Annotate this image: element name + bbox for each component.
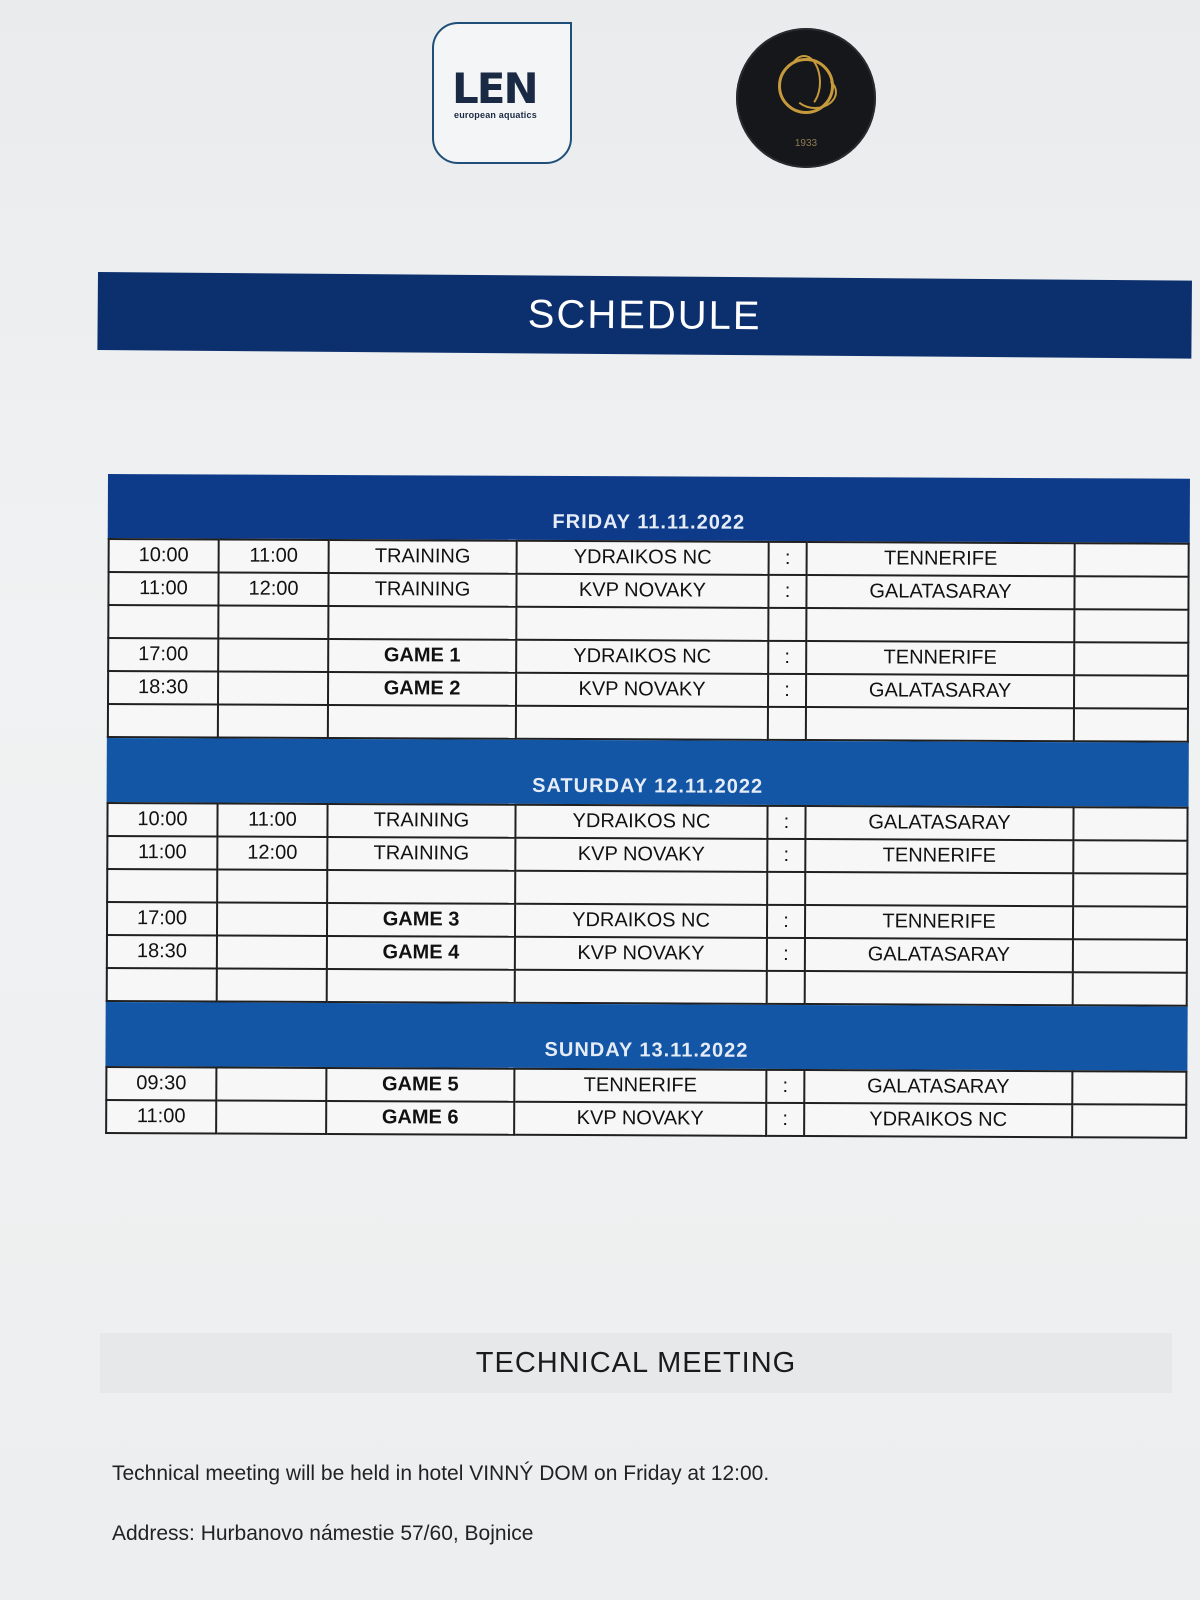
score-separator-cell: : xyxy=(768,641,806,674)
day-header-sunday: SUNDAY 13.11.2022 xyxy=(105,1002,1187,1071)
away-team-cell: GALATASARAY xyxy=(806,674,1074,708)
session-type-cell: GAME 6 xyxy=(326,1101,514,1135)
score-separator-cell: : xyxy=(767,806,805,839)
end-time-cell xyxy=(216,1067,326,1100)
result-cell xyxy=(1073,840,1187,873)
home-team-cell xyxy=(515,871,767,905)
away-team-cell: TENNERIFE xyxy=(806,641,1074,675)
start-time-cell: 11:00 xyxy=(107,836,217,869)
result-cell xyxy=(1074,576,1188,609)
session-type-cell: GAME 1 xyxy=(328,639,516,673)
schedule-row xyxy=(107,935,1187,973)
home-team-cell: KVP NOVAKY xyxy=(514,1102,766,1136)
start-time-cell: 18:30 xyxy=(107,935,217,968)
schedule-row xyxy=(109,539,1189,577)
session-type-cell: TRAINING xyxy=(327,804,515,838)
schedule-row xyxy=(108,671,1188,709)
away-team-cell xyxy=(805,971,1073,1005)
schedule-row xyxy=(107,803,1187,841)
score-separator-cell xyxy=(768,707,806,740)
schedule-row xyxy=(108,704,1188,742)
len-logo xyxy=(432,22,572,164)
end-time-cell xyxy=(218,704,328,737)
score-separator-cell xyxy=(768,608,806,641)
result-cell xyxy=(1074,609,1188,642)
away-team-cell: TENNERIFE xyxy=(805,839,1073,873)
score-separator-cell: : xyxy=(766,1103,804,1136)
result-cell xyxy=(1073,906,1187,939)
day-header-friday: FRIDAY 11.11.2022 xyxy=(108,474,1190,543)
schedule-row xyxy=(106,1100,1186,1138)
schedule-row xyxy=(107,902,1187,940)
session-type-cell xyxy=(328,606,516,640)
day-table-friday xyxy=(107,538,1190,743)
score-separator-cell: : xyxy=(769,542,807,575)
home-team-cell: KVP NOVAKY xyxy=(515,838,767,872)
session-type-cell: TRAINING xyxy=(328,573,516,607)
session-type-cell: GAME 2 xyxy=(328,672,516,706)
start-time-cell: 09:30 xyxy=(106,1067,216,1100)
session-type-cell xyxy=(327,870,515,904)
score-separator-cell xyxy=(767,971,805,1004)
session-type-cell: GAME 3 xyxy=(327,903,515,937)
end-time-cell xyxy=(218,605,328,638)
end-time-cell: 11:00 xyxy=(217,803,327,836)
start-time-cell: 11:00 xyxy=(108,572,218,605)
score-separator-cell: : xyxy=(767,905,805,938)
home-team-cell: KVP NOVAKY xyxy=(516,673,768,707)
len-logo-subtitle: european aquatics xyxy=(454,110,537,120)
start-time-cell xyxy=(107,869,217,902)
away-team-cell: GALATASARAY xyxy=(806,575,1074,609)
day-header-saturday: SATURDAY 12.11.2022 xyxy=(107,738,1189,807)
score-separator-cell xyxy=(767,872,805,905)
end-time-cell xyxy=(218,638,328,671)
start-time-cell: 17:00 xyxy=(107,902,217,935)
start-time-cell: 11:00 xyxy=(106,1100,216,1133)
score-separator-cell: : xyxy=(766,1070,804,1103)
end-time-cell: 11:00 xyxy=(219,539,329,572)
session-type-cell xyxy=(327,969,515,1003)
home-team-cell xyxy=(516,706,768,740)
result-cell xyxy=(1072,1104,1186,1137)
away-team-cell xyxy=(805,872,1073,906)
result-cell xyxy=(1072,1071,1186,1104)
schedule-row xyxy=(108,605,1188,643)
session-type-cell: TRAINING xyxy=(327,837,515,871)
away-team-cell: GALATASARAY xyxy=(804,1070,1072,1104)
schedule-table xyxy=(105,474,1190,1139)
day-table-sunday xyxy=(105,1066,1187,1139)
club-logo-year: 1933 xyxy=(794,138,818,149)
end-time-cell xyxy=(218,671,328,704)
schedule-row xyxy=(108,572,1188,610)
session-type-cell: GAME 5 xyxy=(326,1068,514,1102)
home-team-cell: KVP NOVAKY xyxy=(515,937,767,971)
home-team-cell: YDRAIKOS NC xyxy=(515,805,767,839)
home-team-cell: YDRAIKOS NC xyxy=(516,640,768,674)
result-cell xyxy=(1073,873,1187,906)
start-time-cell: 10:00 xyxy=(109,539,219,572)
end-time-cell xyxy=(217,902,327,935)
start-time-cell: 10:00 xyxy=(107,803,217,836)
result-cell xyxy=(1073,939,1187,972)
technical-meeting-title: TECHNICAL MEETING xyxy=(100,1333,1172,1393)
away-team-cell: GALATASARAY xyxy=(805,938,1073,972)
schedule-row xyxy=(106,1067,1186,1105)
logo-area xyxy=(0,20,1200,170)
result-cell xyxy=(1073,807,1187,840)
away-team-cell: TENNERIFE xyxy=(805,905,1073,939)
club-logo xyxy=(736,28,876,168)
session-type-cell: TRAINING xyxy=(329,540,517,574)
home-team-cell: YDRAIKOS NC xyxy=(517,541,769,575)
away-team-cell: YDRAIKOS NC xyxy=(804,1103,1072,1137)
meeting-address-text: Address: Hurbanovo námestie 57/60, Bojnice xyxy=(112,1522,534,1545)
home-team-cell: TENNERIFE xyxy=(514,1069,766,1103)
away-team-cell: TENNERIFE xyxy=(807,542,1075,576)
home-team-cell xyxy=(515,970,767,1004)
session-type-cell: GAME 4 xyxy=(327,936,515,970)
start-time-cell xyxy=(108,605,218,638)
end-time-cell xyxy=(217,869,327,902)
start-time-cell: 17:00 xyxy=(108,638,218,671)
score-separator-cell: : xyxy=(767,839,805,872)
start-time-cell xyxy=(107,968,217,1001)
session-type-cell xyxy=(328,705,516,739)
score-separator-cell: : xyxy=(767,938,805,971)
result-cell xyxy=(1073,972,1187,1005)
away-team-cell xyxy=(806,608,1074,642)
home-team-cell: KVP NOVAKY xyxy=(516,574,768,608)
result-cell xyxy=(1074,675,1188,708)
end-time-cell xyxy=(217,935,327,968)
score-separator-cell: : xyxy=(768,674,806,707)
len-logo-word: LEN xyxy=(452,64,537,113)
schedule-banner: SCHEDULE xyxy=(97,272,1192,359)
score-separator-cell: : xyxy=(768,575,806,608)
schedule-row xyxy=(107,836,1187,874)
start-time-cell: 18:30 xyxy=(108,671,218,704)
home-team-cell: YDRAIKOS NC xyxy=(515,904,767,938)
result-cell xyxy=(1074,642,1188,675)
end-time-cell xyxy=(217,968,327,1001)
end-time-cell: 12:00 xyxy=(218,572,328,605)
schedule-row xyxy=(107,869,1187,907)
away-team-cell xyxy=(806,707,1074,741)
schedule-row xyxy=(108,638,1188,676)
day-table-saturday xyxy=(106,802,1189,1007)
away-team-cell: GALATASARAY xyxy=(805,806,1073,840)
start-time-cell xyxy=(108,704,218,737)
meeting-details-text: Technical meeting will be held in hotel VINNÝ DOM on Friday at 12:00. xyxy=(112,1462,770,1485)
water-polo-ball-icon xyxy=(778,58,834,114)
result-cell xyxy=(1075,543,1189,576)
home-team-cell xyxy=(516,607,768,641)
schedule-row xyxy=(107,968,1187,1006)
end-time-cell xyxy=(216,1100,326,1133)
result-cell xyxy=(1074,708,1188,741)
end-time-cell: 12:00 xyxy=(217,836,327,869)
